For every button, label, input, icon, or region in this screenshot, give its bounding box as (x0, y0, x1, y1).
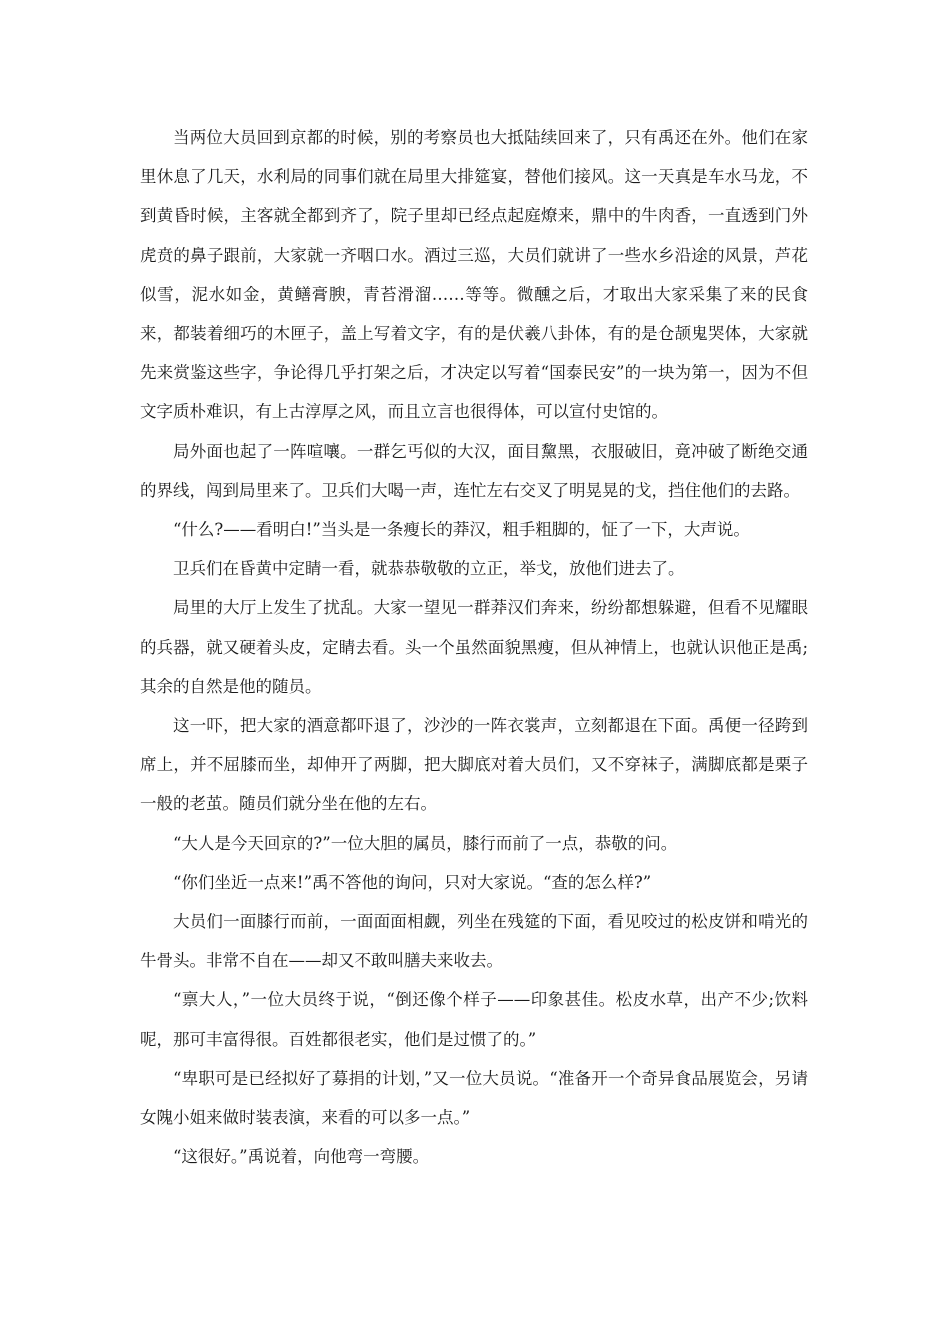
paragraph: 大员们一面膝行而前，一面面面相觑，列坐在残筵的下面，看见咬过的松皮饼和啃光的牛骨头。非常不自在——却又不敢叫膳夫来收去。 (140, 912, 808, 971)
paragraph: 当两位大员回到京都的时候，别的考察员也大抵陆续回来了，只有禹还在外。他们在家里休息了几天，水利局的同事们就在局里大排筵宴，替他们接风。这一天真是车水马龙，不到黄昏时候，主客就全都到齐了，院子里却已经点起庭燎来，鼎中的牛肉香，一直透到门外虎贲的鼻子跟前，大家就一齐咽口水。酒过三巡，大员们就讲了一些水乡沿途的风景，芦花似雪，泥水如金，黄鳝膏腴，青苔滑溜……等等。微醺之后，才取出大家采集了来的民食来，都装着细巧的木匣子，盖上写着文字，有的是伏羲八卦体，有的是仓颉鬼哭体，大家就先来赏鉴这些字，争论得几乎打架之后，才决定以写着“国泰民安”的一块为第一，因为不但文字质朴难识，有上古淳厚之风，而且立言也很得体，可以宣付史馆的。 (140, 128, 808, 422)
paragraph: “什么?——看明白!”当头是一条瘦长的莽汉，粗手粗脚的，怔了一下，大声说。 (173, 520, 750, 540)
paragraph: “禀大人，”一位大员终于说，“倒还像个样子——印象甚佳。松皮水草，出产不少;饮料呢，那可丰富得很。百姓都很老实，他们是过惯了的。” (140, 990, 808, 1049)
paragraph: 局里的大厅上发生了扰乱。大家一望见一群莽汉们奔来，纷纷都想躲避，但看不见耀眼的兵器，就又硬着头皮，定睛去看。头一个虽然面貌黑瘦，但从神情上，也就认识他正是禹;其余的自然是他的随员。 (140, 598, 808, 696)
paragraph: 这一吓，把大家的酒意都吓退了，沙沙的一阵衣裳声，立刻都退在下面。禹便一径跨到席上，并不屈膝而坐，却伸开了两脚，把大脚底对着大员们，又不穿袜子，满脚底都是栗子一般的老茧。随员们就分坐在他的左右。 (140, 716, 808, 814)
paragraph: “这很好。”禹说着，向他弯一弯腰。 (173, 1147, 430, 1167)
story-text (140, 118, 808, 1176)
paragraph: “你们坐近一点来!”禹不答他的询问，只对大家说。“查的怎么样?” (173, 872, 652, 892)
paragraph: “卑职可是已经拟好了募捐的计划，”又一位大员说。“准备开一个奇异食品展览会，另请女隗小姐来做时装表演，来看的可以多一点。” (140, 1068, 808, 1128)
paragraph: 局外面也起了一阵喧嚷。一群乞丐似的大汉，面目黧黑，衣服破旧，竟冲破了断绝交通的界线，闯到局里来了。卫兵们大喝一声，连忙左右交叉了明晃晃的戈，挡住他们的去路。 (140, 441, 808, 500)
paragraph: “大人是今天回京的?”一位大胆的属员，膝行而前了一点，恭敬的问。 (173, 833, 678, 853)
paragraph: 卫兵们在昏黄中定睛一看，就恭恭敬敬的立正，举戈，放他们进去了。 (173, 559, 685, 579)
